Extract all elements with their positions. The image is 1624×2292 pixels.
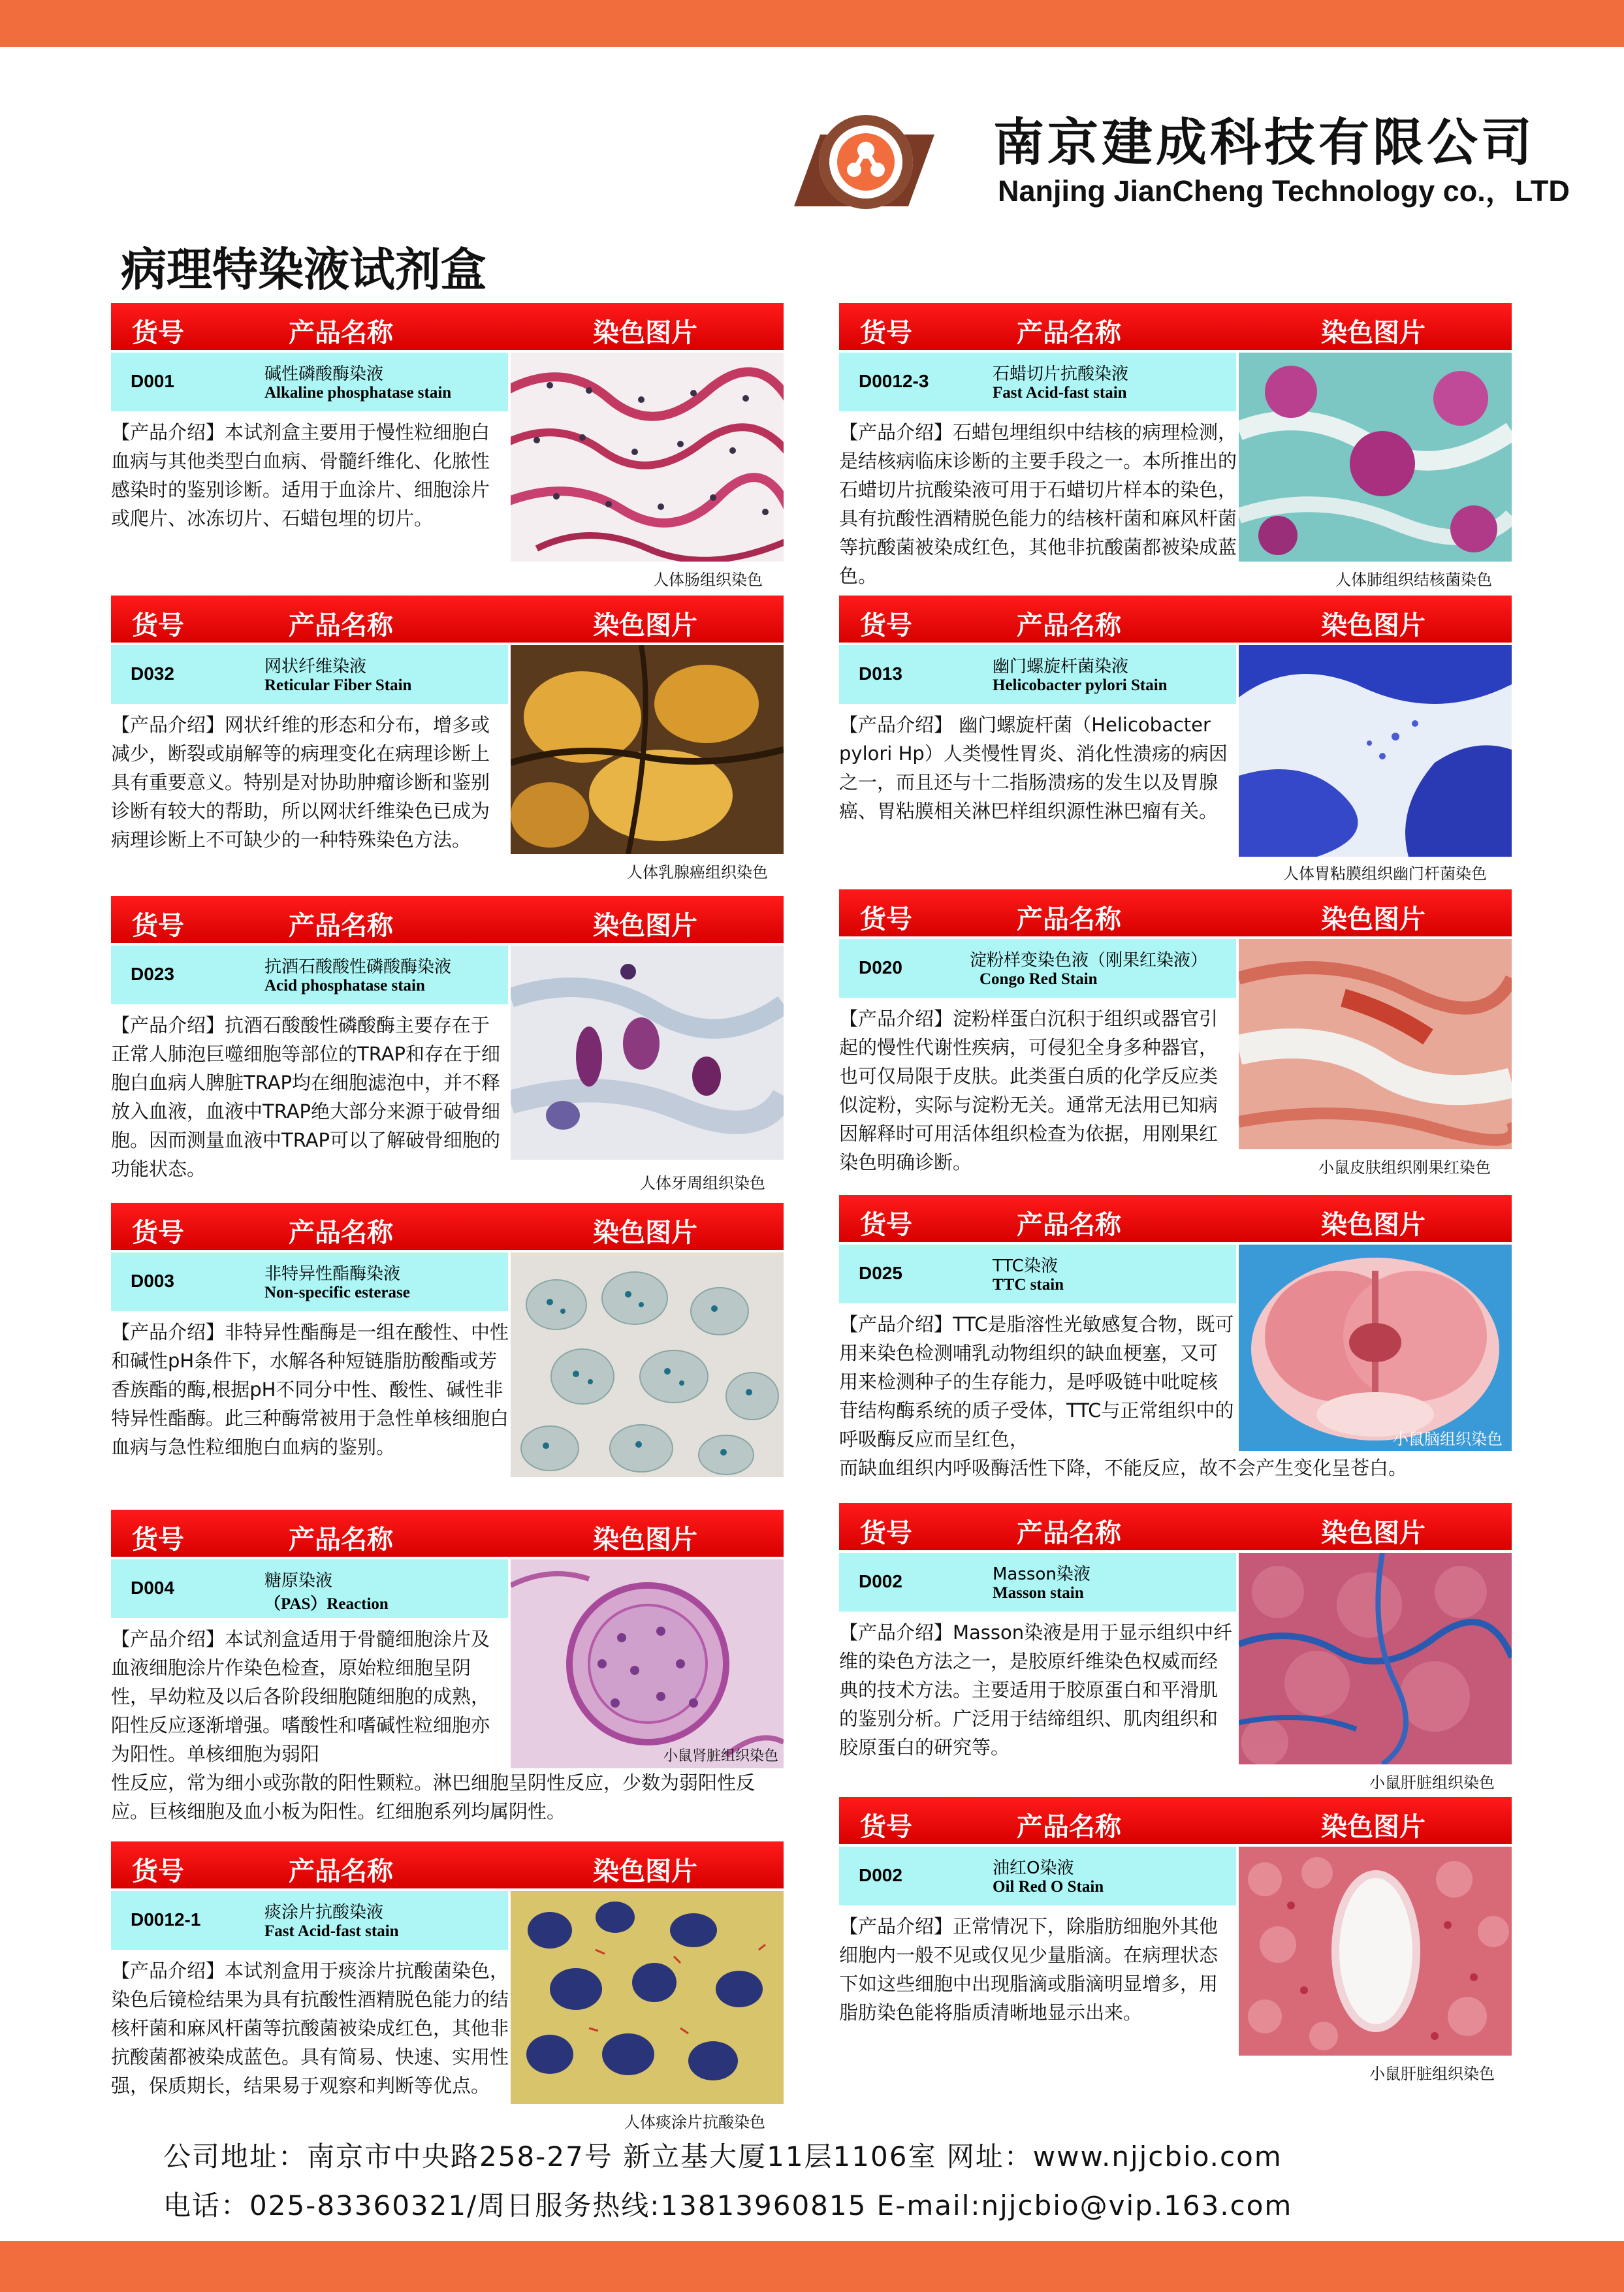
stain-photo <box>1239 939 1512 1149</box>
product-code: D001 <box>131 371 174 391</box>
product-code: D002 <box>859 1571 902 1591</box>
header-name-label: 产品名称 <box>1017 1518 1121 1548</box>
product-description: 【产品介绍】网状纤维的形态和分布，增多或减少，断裂或崩解等的病理变化在病理诊断上具有重要意义。特别是对协助肿瘤诊断和鉴别诊断有较大的帮助，所以网状纤维染色已成为病理诊断上不可缺少的一种特殊染色方法。 <box>111 714 490 851</box>
company-header <box>781 98 1570 215</box>
photo-caption: 小鼠皮肤组织刚果红染色 <box>1318 1158 1491 1177</box>
header-image-label: 染色图片 <box>1321 904 1425 934</box>
product-code: D0012-3 <box>859 371 929 391</box>
product-name-en: Reticular Fiber Stain <box>264 676 412 694</box>
product-description: 【产品介绍】本试剂盒主要用于慢性粒细胞白血病与其他类型白血病、骨髓纤维化、化脓性感染时的鉴别诊断。适用于血涂片、细胞涂片或爬片、冰冻切片、石蜡包埋的切片。 <box>111 421 490 530</box>
card-header <box>111 303 784 350</box>
company-name-en: Nanjing JianCheng Technology co.，LTD <box>998 174 1570 208</box>
header-code-label: 货号 <box>132 1525 184 1555</box>
card-header <box>111 896 784 943</box>
product-code-row <box>839 1553 1236 1612</box>
header-name-label: 产品名称 <box>289 611 393 641</box>
card-header <box>839 1195 1512 1242</box>
top-band <box>0 0 1624 47</box>
product-card <box>111 596 784 889</box>
product-code: D023 <box>131 964 174 984</box>
header-name-label: 产品名称 <box>289 1856 393 1886</box>
product-code-row <box>111 1559 508 1618</box>
photo-caption: 小鼠脑组织染色 <box>1393 1430 1503 1448</box>
product-name-cn: 碱性磷酸酶染液 <box>264 364 384 384</box>
product-name-cn: Masson染液 <box>993 1565 1091 1584</box>
header-image-label: 染色图片 <box>1321 1210 1425 1240</box>
card-header <box>111 1510 784 1557</box>
footer-address: 公司地址：南京市中央路258-27号 新立基大厦11层1106室 网址：www.njjcbio.com <box>163 2141 1282 2173</box>
product-description: 【产品介绍】淀粉样蛋白沉积于组织或器官引起的慢性代谢性疾病，可侵犯全身多种器官，也可仅局限于皮肤。此类蛋白质的化学反应类似淀粉，实际与淀粉无关。通常无法用已知病因解释时可用活体组织检查为依据，用刚果红染色明确诊断。 <box>839 1008 1218 1173</box>
product-code: D025 <box>859 1263 902 1283</box>
header-code-label: 货号 <box>860 1812 912 1842</box>
product-name-cn: 糖原染液 <box>264 1571 333 1591</box>
product-card <box>111 1510 784 1836</box>
product-name-en: Congo Red Stain <box>979 970 1098 988</box>
product-name-cn: 石蜡切片抗酸染液 <box>993 364 1129 384</box>
product-name-cn: 非特异性酯酶染液 <box>264 1264 401 1284</box>
page-title: 病理特染液试剂盒 <box>121 243 486 296</box>
photo-caption: 小鼠肝脏组织染色 <box>1369 1774 1495 1792</box>
product-description: 【产品介绍】本试剂盒适用于骨髓细胞涂片及血液细胞涂片作染色检查，原始粒细胞呈阴性，早幼粒及以后各阶段细胞随细胞的成熟，阳性反应逐渐增强。嗜酸性和嗜碱性粒细胞亦为阳性。单核细胞为弱阳 <box>111 1628 490 1765</box>
product-code: D004 <box>131 1578 174 1598</box>
product-name-en: Oil Red O Stain <box>993 1878 1104 1896</box>
header-code-label: 货号 <box>132 318 184 348</box>
product-name-en: Masson stain <box>993 1584 1084 1602</box>
product-code-row <box>839 1245 1236 1303</box>
stain-photo <box>1239 1847 1512 2056</box>
header-name-label: 产品名称 <box>289 1218 393 1248</box>
product-code-row <box>111 946 508 1004</box>
product-card <box>839 1195 1512 1489</box>
product-description: 【产品介绍】 幽门螺旋杆菌（Helicobacter pylori Hp）人类慢性胃炎、消化性溃疡的病因之一，而且还与十二指肠溃疡的发生以及胃腺癌、胃粘膜相关淋巴样组织源性淋巴瘤有关。 <box>839 714 1228 822</box>
product-code: D032 <box>131 663 174 684</box>
product-description: 【产品介绍】抗酒石酸酸性磷酸酶主要存在于正常人肺泡巨噬细胞等部位的TRAP和存在于细胞白血病人脾脏TRAP均在细胞滤泡中，并不释放入血液，血液中TRAP绝大部分来源于破骨细胞。因而测量血液中TRAP可以了解破骨细胞的功能状态。 <box>111 1014 501 1180</box>
product-name-cn: 淀粉样变染色液（刚果红染液） <box>970 951 1208 970</box>
stain-photo <box>1239 645 1512 857</box>
product-code-row <box>839 645 1236 704</box>
product-description: 【产品介绍】Masson染液是用于显示组织中纤维的染色方法之一，是胶原纤维染色权威而经典的技术方法。主要适用于胶原蛋白和平滑肌的鉴别分析。广泛用于结缔组织、肌肉组织和胶原蛋白的研究等。 <box>839 1621 1233 1759</box>
product-name-cn: 网状纤维染液 <box>264 657 367 676</box>
product-name-cn: TTC染液 <box>993 1256 1058 1276</box>
header-image-label: 染色图片 <box>593 911 697 941</box>
product-code-row <box>111 1252 508 1311</box>
photo-caption: 小鼠肝脏组织染色 <box>1369 2065 1495 2083</box>
product-card <box>839 303 1512 597</box>
stain-photo <box>1239 353 1512 562</box>
stain-photo <box>511 1252 784 1477</box>
product-name-en: Fast Acid-fast stain <box>993 384 1127 402</box>
product-code-row <box>111 353 508 411</box>
header-name-label: 产品名称 <box>289 1525 393 1555</box>
product-code-row <box>839 1847 1236 1905</box>
photo-caption: 人体肠组织染色 <box>653 571 763 589</box>
photo-caption: 人体胃粘膜组织幽门杆菌染色 <box>1283 865 1487 883</box>
header-code-label: 货号 <box>132 1218 184 1248</box>
product-name-en: Acid phosphatase stain <box>264 977 425 995</box>
header-image-label: 染色图片 <box>1321 611 1425 641</box>
header-name-label: 产品名称 <box>1017 318 1121 348</box>
photo-caption: 人体乳腺癌组织染色 <box>627 863 768 882</box>
header-code-label: 货号 <box>132 1856 184 1886</box>
header-image-label: 染色图片 <box>593 611 697 641</box>
stain-photo <box>511 946 784 1160</box>
company-name-cn: 南京建成科技有限公司 <box>993 114 1536 172</box>
header-image-label: 染色图片 <box>1321 1518 1425 1548</box>
card-header <box>111 596 784 643</box>
header-code-label: 货号 <box>132 911 184 941</box>
stain-photo <box>511 353 784 562</box>
product-description: 【产品介绍】石蜡包埋组织中结核的病理检测，是结核病临床诊断的主要手段之一。本所推出的石蜡切片抗酸染液可用于石蜡切片样本的染色，具有抗酸性酒精脱色能力的结核杆菌和麻风杆菌等抗酸菌被染成红色，其他非抗酸菌都被染成蓝色。 <box>839 421 1237 587</box>
product-description: 【产品介绍】非特异性酯酶是一组在酸性、中性和碱性pH条件下，水解各种短链脂肪酸酯或芳香族酯的酶,根据pH不同分中性、酸性、碱性非特异性酯酶。此三种酶常被用于急性单核细胞白血病与急性粒细胞白血病的鉴别。 <box>111 1321 509 1458</box>
header-name-label: 产品名称 <box>1017 611 1121 641</box>
header-code-label: 货号 <box>860 611 912 641</box>
header-image-label: 染色图片 <box>593 318 697 348</box>
product-name-cn: 抗酒石酸酸性磷酸酶染液 <box>264 957 452 977</box>
product-name-en: （PAS）Reaction <box>264 1595 389 1613</box>
header-name-label: 产品名称 <box>1017 1210 1121 1240</box>
product-name-en: Helicobacter pylori Stain <box>993 676 1168 694</box>
product-code: D013 <box>859 663 902 684</box>
product-card <box>839 596 1512 889</box>
product-name-en: Non-specific esterase <box>264 1284 410 1301</box>
product-code: D002 <box>859 1865 902 1885</box>
product-card <box>839 1797 1512 2091</box>
product-card <box>111 1841 784 2135</box>
header-code-label: 货号 <box>860 318 912 348</box>
photo-caption: 人体痰涂片抗酸染色 <box>624 2113 765 2131</box>
product-code-row <box>839 353 1236 411</box>
header-image-label: 染色图片 <box>593 1525 697 1555</box>
product-card <box>111 896 784 1196</box>
card-header <box>839 1797 1512 1844</box>
header-name-label: 产品名称 <box>289 318 393 348</box>
product-name-cn: 幽门螺旋杆菌染液 <box>993 657 1129 676</box>
product-name-cn: 痰涂片抗酸染液 <box>264 1903 384 1922</box>
bottom-band <box>0 2241 1624 2292</box>
header-name-label: 产品名称 <box>289 911 393 941</box>
product-code: D020 <box>859 957 902 978</box>
product-description: 【产品介绍】TTC是脂溶性光敏感复合物，既可用来染色检测哺乳动物组织的缺血梗塞，又可用来检测种子的生存能力，是呼吸链中吡啶核苷结构酶系统的质子受体，TTC与正常组织中的呼吸酶反应而呈红色， <box>839 1313 1234 1450</box>
product-description: 【产品介绍】本试剂盒用于痰涂片抗酸菌染色，染色后镜检结果为具有抗酸性酒精脱色能力的结核杆菌和麻风杆菌等抗酸菌被染成红色，其他非抗酸菌都被染成蓝色。具有简易、快速、实用性强，保质期长，结果易于观察和判断等优点。 <box>111 1960 509 2097</box>
product-card <box>839 1503 1512 1804</box>
photo-caption: 小鼠肾脏组织染色 <box>663 1748 778 1764</box>
product-description-continued: 性反应，常为细小或弥散的阳性颗粒。淋巴细胞呈阴性反应，少数为弱阳性反应。巨核细胞及血小板为阳性。红细胞系列均属阴性。 <box>111 1772 756 1822</box>
product-code: D0012-1 <box>131 1909 201 1930</box>
header-code-label: 货号 <box>860 904 912 934</box>
card-header <box>839 596 1512 643</box>
product-card <box>839 889 1512 1190</box>
stain-photo <box>511 1891 784 2104</box>
stain-photo <box>1239 1245 1512 1451</box>
product-code-row <box>111 645 508 704</box>
product-code: D003 <box>131 1271 174 1291</box>
product-code-row <box>839 939 1236 998</box>
header-code-label: 货号 <box>860 1518 912 1548</box>
header-image-label: 染色图片 <box>1321 318 1425 348</box>
header-image-label: 染色图片 <box>593 1856 697 1886</box>
footer-contact: 电话：025-83360321/周日服务热线:13813960815 E-mail:njjcbio@vip.163.com <box>163 2189 1293 2221</box>
company-logo <box>781 108 944 213</box>
stain-photo <box>1239 1553 1512 1764</box>
card-header <box>839 889 1512 936</box>
product-name-cn: 油红O染液 <box>993 1858 1074 1878</box>
header-image-label: 染色图片 <box>1321 1812 1425 1842</box>
photo-caption: 人体肺组织结核菌染色 <box>1335 571 1492 589</box>
header-name-label: 产品名称 <box>1017 904 1121 934</box>
stain-photo <box>511 1559 784 1768</box>
header-name-label: 产品名称 <box>1017 1812 1121 1842</box>
header-code-label: 货号 <box>132 611 184 641</box>
product-card <box>111 303 784 597</box>
card-header <box>839 1503 1512 1550</box>
product-description: 【产品介绍】正常情况下，除脂肪细胞外其他细胞内一般不见或仅见少量脂滴。在病理状态下如这些细胞中出现脂滴或脂滴明显增多，用脂肪染色能将脂质清晰地显示出来。 <box>839 1915 1218 2024</box>
product-name-en: TTC stain <box>993 1276 1064 1294</box>
product-card <box>111 1203 784 1503</box>
product-name-en: Fast Acid-fast stain <box>264 1922 399 1940</box>
photo-caption: 人体牙周组织染色 <box>640 1174 765 1192</box>
card-header <box>111 1841 784 1888</box>
card-header <box>839 303 1512 350</box>
product-description-continued: 而缺血组织内呼吸酶活性下降，不能反应，故不会产生变化呈苍白。 <box>839 1457 1408 1479</box>
header-code-label: 货号 <box>860 1210 912 1240</box>
stain-photo <box>511 645 784 854</box>
product-name-en: Alkaline phosphatase stain <box>264 384 452 402</box>
product-code-row <box>111 1891 508 1950</box>
card-header <box>111 1203 784 1250</box>
header-image-label: 染色图片 <box>593 1218 697 1248</box>
